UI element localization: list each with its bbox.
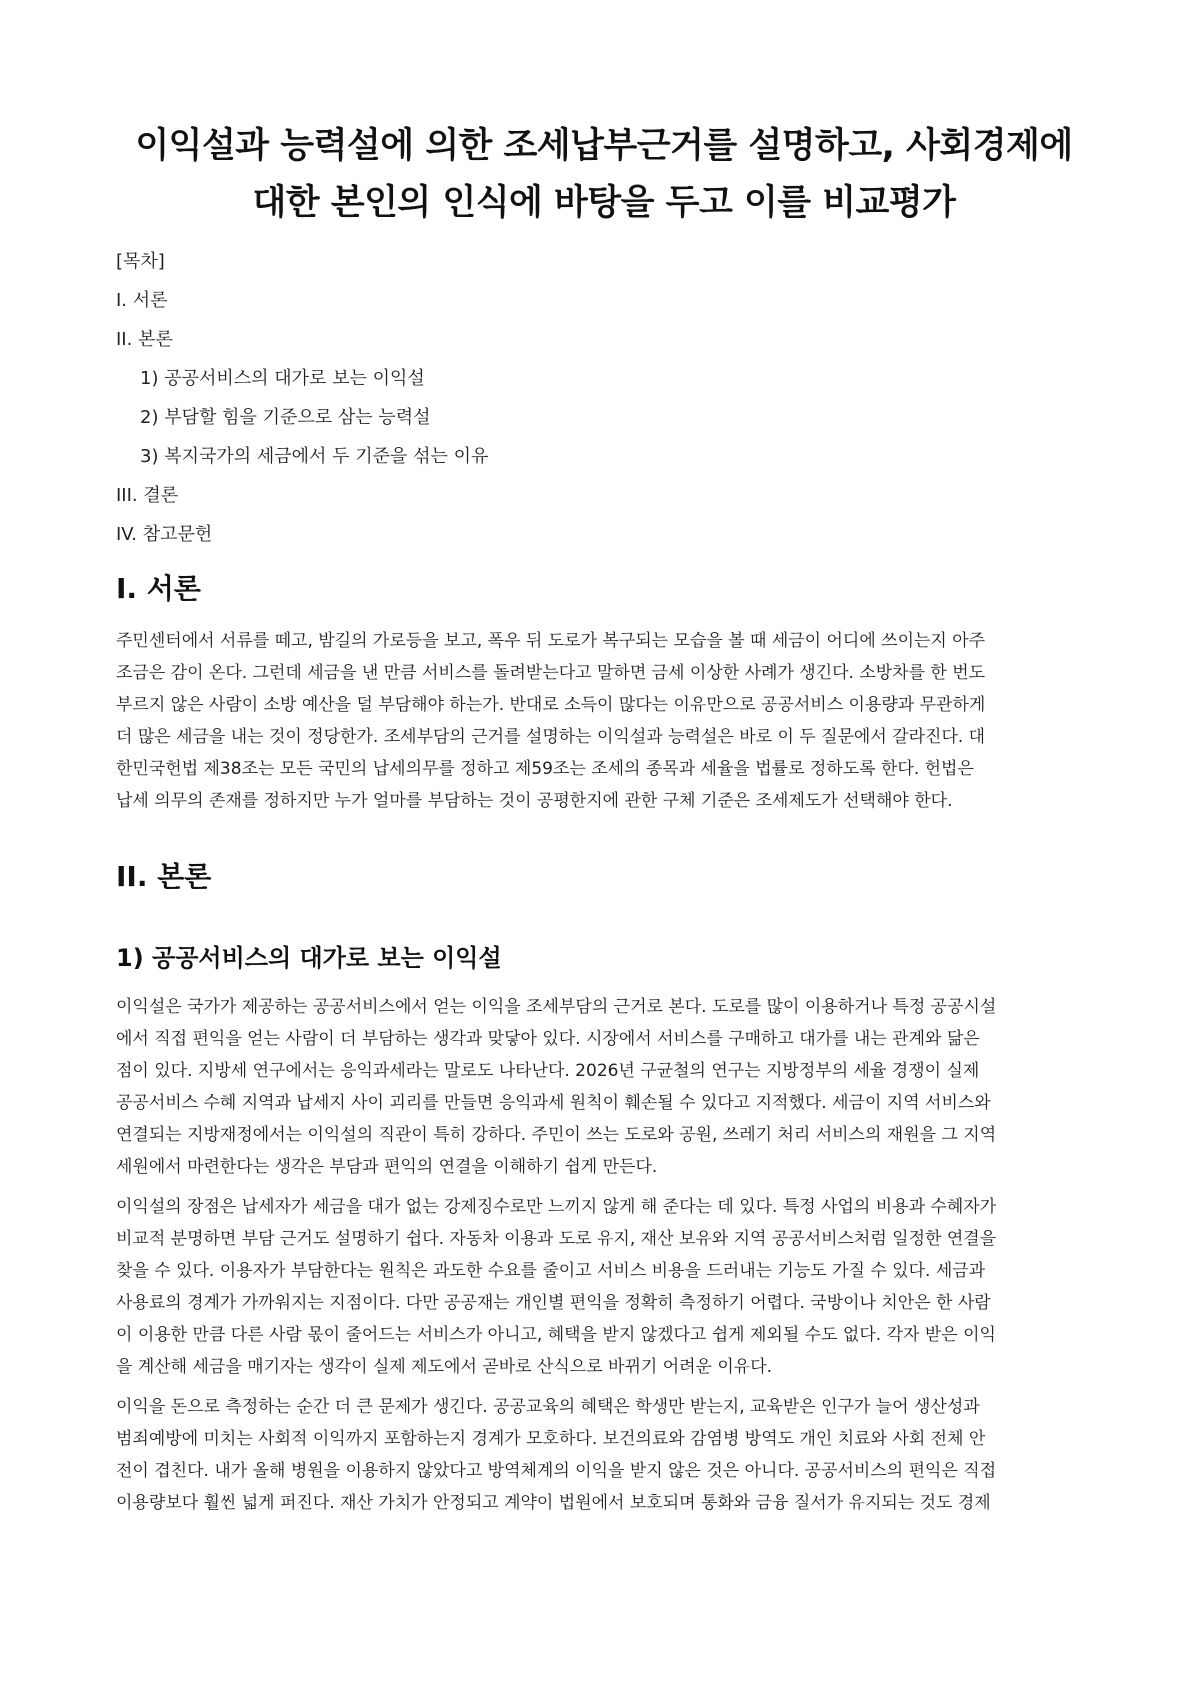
paragraph-line: 전이 겹친다. 내가 올해 병원을 이용하지 않았다고 방역체계의 이익을 받지 않은 것은 아니다. 공공서비스의 편익은 직접 (116, 1461, 997, 1481)
subsection-heading-benefit-theory: 1) 공공서비스의 대가로 보는 이익설 (116, 944, 502, 972)
toc-item-body: II. 본론 (116, 329, 173, 350)
toc-item-body-3: 3) 복지국가의 세금에서 두 기준을 섞는 이유 (140, 446, 489, 467)
paragraph-line: 점이 있다. 지방세 연구에서는 응익과세라는 말로도 나타난다. 2026년 구균철의 연구는 지방정부의 세율 경쟁이 실제 (116, 1061, 980, 1081)
benefit-paragraph-1 (116, 991, 1092, 1183)
paragraph-line: 을 계산해 세금을 매기자는 생각이 실제 제도에서 곧바로 산식으로 바뀌기 어려운 이유다. (116, 1357, 773, 1377)
paragraph-line: 비교적 분명하면 부담 근거도 설명하기 쉽다. 자동차 이용과 도로 유지, 재산 보유와 지역 공공서비스처럼 일정한 연결을 (116, 1229, 997, 1249)
benefit-paragraph-3 (116, 1391, 1092, 1519)
paragraph-line: 이용량보다 훨씬 넓게 퍼진다. 재산 가치가 안정되고 계약이 법원에서 보호되며 통화와 금융 질서가 유지되는 것도 경제 (116, 1493, 991, 1513)
table-of-contents (116, 250, 1092, 547)
paragraph-line: 부르지 않은 사람이 소방 예산을 덜 부담해야 하는가. 반대로 소득이 많다는 이유만으로 공공서비스 이용량과 무관하게 (116, 695, 986, 715)
intro-paragraph (116, 625, 1092, 817)
toc-item-intro: I. 서론 (116, 290, 168, 311)
toc-item-body-2: 2) 부담할 힘을 기준으로 삼는 능력설 (140, 407, 431, 428)
paragraph-line: 에서 직접 편익을 얻는 사람이 더 부담하는 생각과 맞닿아 있다. 시장에서 서비스를 구매하고 대가를 내는 관계와 닮은 (116, 1029, 980, 1049)
toc-item-body-1: 1) 공공서비스의 대가로 보는 이익설 (140, 368, 425, 389)
paragraph-line: 이익설은 국가가 제공하는 공공서비스에서 얻는 이익을 조세부담의 근거로 본다. 도로를 많이 이용하거나 특정 공공시설 (116, 997, 997, 1017)
benefit-paragraph-2 (116, 1191, 1092, 1383)
section-heading-intro: I. 서론 (116, 572, 201, 605)
title-line-1: 이익설과 능력설에 의한 조세납부근거를 설명하고, 사회경제에 (135, 126, 1073, 166)
paragraph-line: 납세 의무의 존재를 정하지만 누가 얼마를 부담하는 것이 공평한지에 관한 구체 기준은 조세제도가 선택해야 한다. (116, 791, 953, 811)
paragraph-line: 더 많은 세금을 내는 것이 정당한가. 조세부담의 근거를 설명하는 이익설과 능력설은 바로 이 두 질문에서 갈라진다. 대 (116, 727, 986, 747)
paragraph-line: 범죄예방에 미치는 사회적 이익까지 포함하는지 경계가 모호하다. 보건의료와 감염병 방역도 개인 치료와 사회 전체 안 (116, 1429, 986, 1449)
paragraph-line: 조금은 감이 온다. 그런데 세금을 낸 만큼 서비스를 돌려받는다고 말하면 금세 이상한 사례가 생긴다. 소방차를 한 번도 (116, 663, 986, 683)
toc-item-conclusion: III. 결론 (116, 485, 179, 506)
paragraph-line: 주민센터에서 서류를 떼고, 밤길의 가로등을 보고, 폭우 뒤 도로가 복구되는 모습을 볼 때 세금이 어디에 쓰이는지 아주 (116, 631, 986, 651)
paragraph-line: 한민국헌법 제38조는 모든 국민의 납세의무를 정하고 제59조는 조세의 종목과 세율을 법률로 정하도록 한다. 헌법은 (116, 759, 974, 779)
toc-heading: [목차] (116, 251, 165, 272)
paragraph-line: 이익을 돈으로 측정하는 순간 더 큰 문제가 생긴다. 공공교육의 혜택은 학생만 받는지, 교육받은 인구가 늘어 생산성과 (116, 1397, 980, 1417)
document-title (116, 118, 1092, 232)
title-line-2: 대한 본인의 인식에 바탕을 두고 이를 비교평가 (252, 183, 956, 223)
paragraph-line: 공공서비스 수혜 지역과 납세지 사이 괴리를 만들면 응익과세 원칙이 훼손될 수 있다고 지적했다. 세금이 지역 서비스와 (116, 1093, 991, 1113)
paragraph-line: 찾을 수 있다. 이용자가 부담한다는 원칙은 과도한 수요를 줄이고 서비스 비용을 드러내는 기능도 가질 수 있다. 세금과 (116, 1261, 986, 1281)
paragraph-line: 사용료의 경계가 가까워지는 지점이다. 다만 공공재는 개인별 편익을 정확히 측정하기 어렵다. 국방이나 치안은 한 사람 (116, 1293, 991, 1313)
section-heading-body: II. 본론 (116, 860, 212, 893)
paragraph-line: 연결되는 지방재정에서는 이익설의 직관이 특히 강하다. 주민이 쓰는 도로와 공원, 쓰레기 처리 서비스의 재원을 그 지역 (116, 1125, 997, 1145)
toc-item-references: IV. 참고문헌 (116, 524, 213, 545)
paragraph-line: 이익설의 장점은 납세자가 세금을 대가 없는 강제징수로만 느끼지 않게 해 준다는 데 있다. 특정 사업의 비용과 수혜자가 (116, 1197, 997, 1217)
paragraph-line: 이 이용한 만큼 다른 사람 몫이 줄어드는 서비스가 아니고, 혜택을 받지 않겠다고 쉽게 제외될 수도 없다. 각자 받은 이익 (116, 1325, 996, 1345)
paragraph-line: 세원에서 마련한다는 생각은 부담과 편익의 연결을 이해하기 쉽게 만든다. (116, 1157, 658, 1177)
